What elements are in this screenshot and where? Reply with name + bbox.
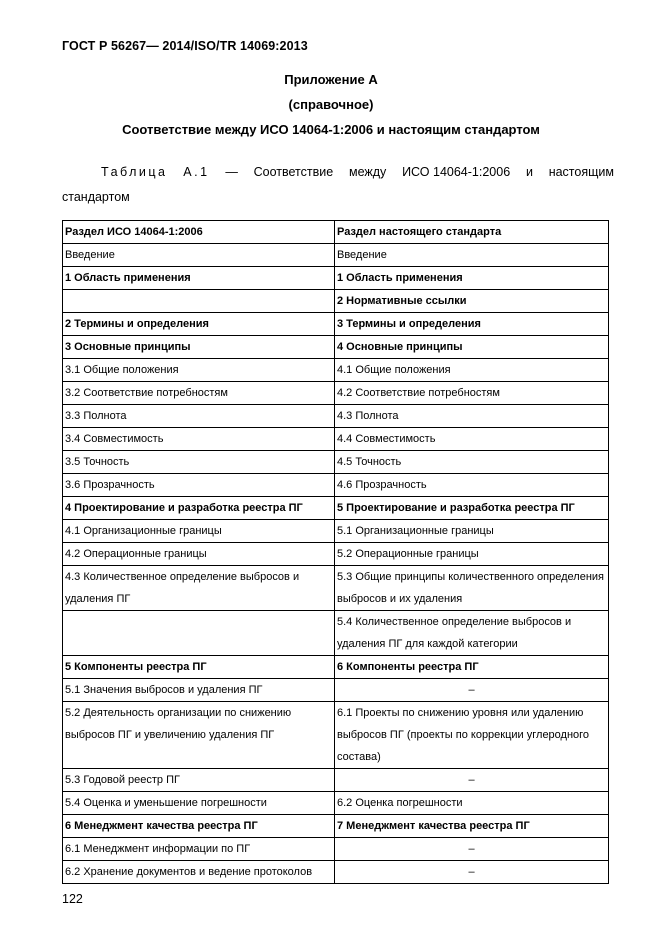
cell-standard: 7 Менеджмент качества реестра ПГ xyxy=(335,815,609,838)
cell-standard: 5.2 Операционные границы xyxy=(335,543,609,566)
cell-iso: 2 Термины и определения xyxy=(63,313,335,336)
cell-iso: 5 Компоненты реестра ПГ xyxy=(63,656,335,679)
table-row xyxy=(63,611,609,656)
table-row xyxy=(63,543,609,566)
caption-word: Таблица xyxy=(101,165,168,179)
cell-standard: 4.1 Общие положения xyxy=(335,359,609,382)
cell-standard: 6 Компоненты реестра ПГ xyxy=(335,656,609,679)
table-row xyxy=(63,336,609,359)
table-row xyxy=(63,290,609,313)
cell-iso: 3.5 Точность xyxy=(63,451,335,474)
table-row xyxy=(63,656,609,679)
cell-standard-dash: – xyxy=(335,679,609,702)
cell-iso: 5.1 Значения выбросов и удаления ПГ xyxy=(63,679,335,702)
cell-standard: 3 Термины и определения xyxy=(335,313,609,336)
cell-iso: 5.2 Деятельность организации по снижению выбросов ПГ и увеличению удаления ПГ xyxy=(63,702,335,769)
table-row xyxy=(63,405,609,428)
document-header: ГОСТ Р 56267— 2014/ISO/TR 14069:2013 xyxy=(62,39,308,53)
cell-standard: 4 Основные принципы xyxy=(335,336,609,359)
cell-iso: 4.3 Количественное определение выбросов и удаления ПГ xyxy=(63,566,335,611)
cell-iso: 4 Проектирование и разработка реестра ПГ xyxy=(63,497,335,520)
cell-iso: 6.1 Менеджмент информации по ПГ xyxy=(63,838,335,861)
cell-iso: 4.2 Операционные границы xyxy=(63,543,335,566)
table-row xyxy=(63,679,609,702)
table-row xyxy=(63,702,609,769)
caption-word: Соответствие xyxy=(253,165,334,179)
cell-standard: Введение xyxy=(335,244,609,267)
cell-iso: 1 Область применения xyxy=(63,267,335,290)
cell-standard: 4.4 Совместимость xyxy=(335,428,609,451)
cell-standard: 2 Нормативные ссылки xyxy=(335,290,609,313)
cell-iso: 3.4 Совместимость xyxy=(63,428,335,451)
column-header-iso: Раздел ИСО 14064-1:2006 xyxy=(63,221,335,244)
correspondence-table xyxy=(62,220,609,884)
cell-standard: 4.6 Прозрачность xyxy=(335,474,609,497)
cell-iso: 3.3 Полнота xyxy=(63,405,335,428)
caption-word: А.1 xyxy=(183,165,210,179)
cell-standard: 4.2 Соответствие потребностям xyxy=(335,382,609,405)
table-row xyxy=(63,566,609,611)
table-row xyxy=(63,267,609,290)
cell-standard: 4.5 Точность xyxy=(335,451,609,474)
table-row xyxy=(63,382,609,405)
cell-standard: 5.3 Общие принципы количественного определения выбросов и их удаления xyxy=(335,566,609,611)
column-header-standard: Раздел настоящего стандарта xyxy=(335,221,609,244)
cell-standard: 4.3 Полнота xyxy=(335,405,609,428)
table-row xyxy=(63,359,609,382)
table-row xyxy=(63,861,609,884)
cell-iso: 3.1 Общие положения xyxy=(63,359,335,382)
cell-iso: Введение xyxy=(63,244,335,267)
cell-iso-empty xyxy=(63,290,335,313)
cell-standard: 6.2 Оценка погрешности xyxy=(335,792,609,815)
cell-standard: 5 Проектирование и разработка реестра ПГ xyxy=(335,497,609,520)
table-row xyxy=(63,838,609,861)
cell-standard: 5.1 Организационные границы xyxy=(335,520,609,543)
cell-iso: 5.3 Годовой реестр ПГ xyxy=(63,769,335,792)
appendix-title: Приложение А xyxy=(284,72,378,87)
cell-standard-dash: – xyxy=(335,861,609,884)
cell-standard: 6.1 Проекты по снижению уровня или удалению выбросов ПГ (проекты по коррекции углеродного состава) xyxy=(335,702,609,769)
caption-line-2: стандартом xyxy=(62,190,130,204)
caption-word: ИСО 14064-1:2006 xyxy=(402,165,511,179)
caption-word: и xyxy=(525,165,533,179)
caption-word: настоящим xyxy=(548,165,614,179)
table-row xyxy=(63,815,609,838)
cell-standard-dash: – xyxy=(335,769,609,792)
table-row xyxy=(63,497,609,520)
appendix-heading: Соответствие между ИСО 14064-1:2006 и настоящим стандартом xyxy=(122,122,540,137)
table-row xyxy=(63,474,609,497)
table-row xyxy=(63,428,609,451)
table-row xyxy=(63,769,609,792)
cell-standard: 1 Область применения xyxy=(335,267,609,290)
cell-iso: 6.2 Хранение документов и ведение протоколов xyxy=(63,861,335,884)
cell-iso: 4.1 Организационные границы xyxy=(63,520,335,543)
caption-word: — xyxy=(225,165,238,179)
cell-standard-dash: – xyxy=(335,838,609,861)
cell-iso: 6 Менеджмент качества реестра ПГ xyxy=(63,815,335,838)
page-number: 122 xyxy=(62,892,83,906)
cell-iso: 5.4 Оценка и уменьшение погрешности xyxy=(63,792,335,815)
table-row xyxy=(63,451,609,474)
table-row xyxy=(63,792,609,815)
cell-iso-empty xyxy=(63,611,335,656)
cell-iso: 3.2 Соответствие потребностям xyxy=(63,382,335,405)
table-row xyxy=(63,244,609,267)
cell-iso: 3.6 Прозрачность xyxy=(63,474,335,497)
table-caption xyxy=(62,160,614,210)
table-header-row xyxy=(63,221,609,244)
appendix-kind: (справочное) xyxy=(288,97,374,112)
table-row xyxy=(63,313,609,336)
caption-word: между xyxy=(348,165,387,179)
cell-iso: 3 Основные принципы xyxy=(63,336,335,359)
cell-standard: 5.4 Количественное определение выбросов и удаления ПГ для каждой категории xyxy=(335,611,609,656)
table-row xyxy=(63,520,609,543)
